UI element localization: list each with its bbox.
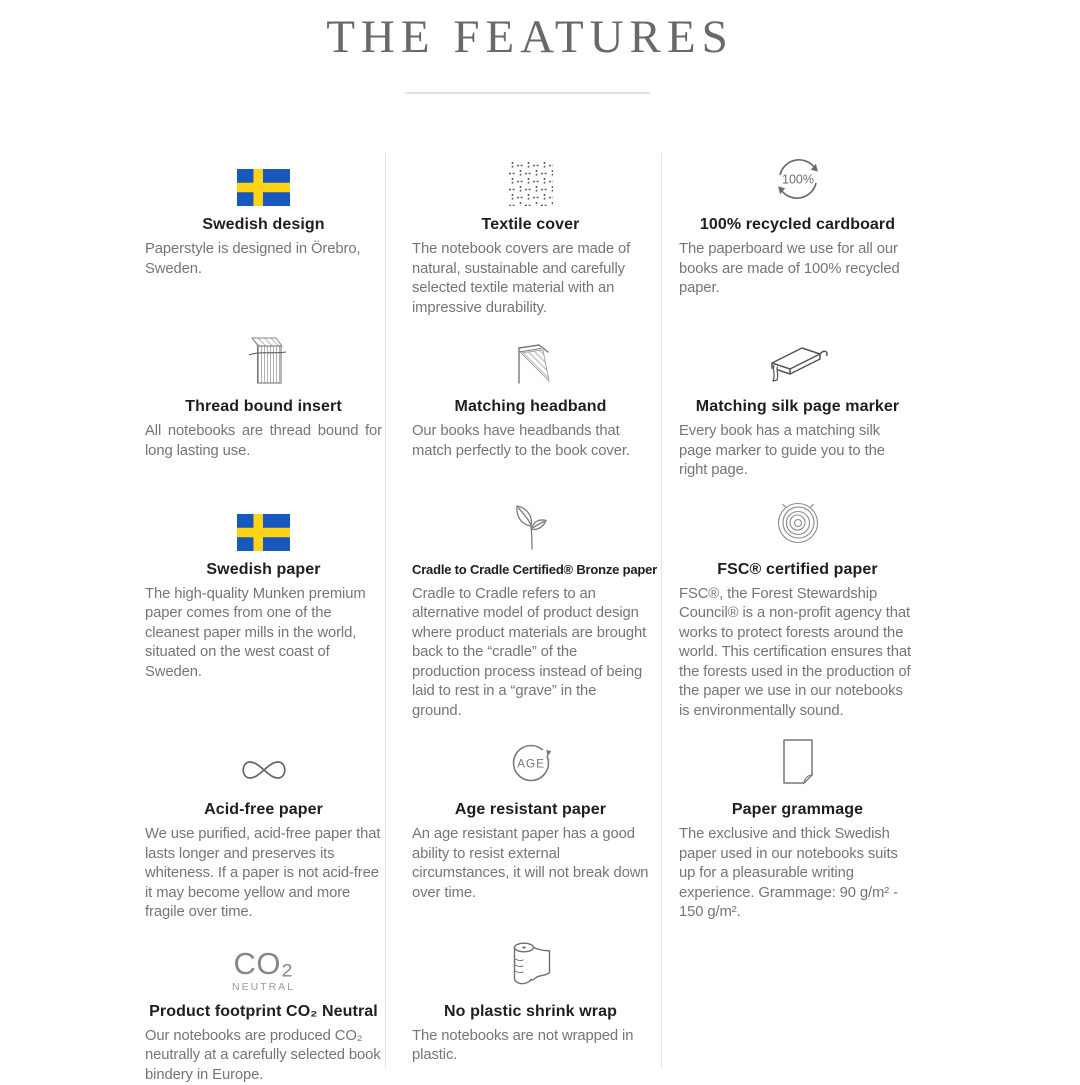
feature-description: The exclusive and thick Swedish paper used in our notebooks suits up for a pleasurable writing experience. Grammage: 90 g/m² - 150 g/m². [679,825,916,923]
feature-card [664,332,931,481]
paper-sheet-icon [679,735,916,791]
co2-label: CO₂ [232,949,295,979]
feature-card [130,150,397,318]
feature-description: All notebooks are thread bound for long lasting use. [145,422,382,461]
feature-title: 100% recycled cardboard [679,215,916,235]
feature-description: The notebook covers are made of natural, sustainable and carefully selected textile material with an impressive durability. [412,240,649,318]
feature-title: Swedish paper [145,560,382,580]
title-divider [405,92,650,94]
feature-description: An age resistant paper has a good ability to resist external circumstances, it will not break down over time. [412,825,649,903]
feature-description: The high-quality Munken premium paper comes from one of the cleanest paper mills in the world, situated on the west coast of Sweden. [145,585,382,683]
feature-title: Swedish design [145,215,382,235]
feature-title: Paper grammage [679,800,916,820]
feature-title: Cradle to Cradle Certified® Bronze paper [412,560,649,580]
thread-bound-icon [145,332,382,388]
headband-icon [412,332,649,388]
feature-description: The notebooks are not wrapped in plastic. [412,1027,649,1066]
feature-card [664,150,931,318]
textile-weave-icon [412,150,649,206]
feature-description: Paperstyle is designed in Örebro, Sweden. [145,240,382,279]
feature-description: Every book has a matching silk page marker to guide you to the right page. [679,422,916,481]
recycled-percent-label: 100% [782,173,814,187]
feature-title: Matching silk page marker [679,397,916,417]
feature-title: No plastic shrink wrap [412,1002,649,1022]
feature-card [397,735,664,923]
recycled-100-icon [679,150,916,206]
feature-description: We use purified, acid-free paper that lasts longer and preserves its whiteness. If a paper is not acid-free it may become yellow and more fragile over time. [145,825,382,923]
feature-card [397,332,664,481]
feature-card [397,937,664,1085]
feature-title: Age resistant paper [412,800,649,820]
feature-description: FSC®, the Forest Stewardship Council® is a non-profit agency that works to protect forests around the world. This certification ensures that the forests used in the production of the paper we use in our notebooks is environmentally sound. [679,585,916,722]
sprout-icon [412,495,649,551]
feature-card [664,735,931,923]
plastic-roll-icon [412,937,649,993]
co2-neutral-icon [145,937,382,993]
neutral-label: NEUTRAL [232,981,295,993]
feature-description: Cradle to Cradle refers to an alternative model of product design where product materials are brought back to the “cradle” of the production process instead of being laid to rest in a “grave” in the ground. [412,585,649,722]
feature-title: Thread bound insert [145,397,382,417]
feature-description: Our notebooks are produced CO₂ neutrally at a carefully selected book bindery in Europe. [145,1027,382,1085]
feature-title: Matching headband [412,397,649,417]
feature-title: Acid-free paper [145,800,382,820]
feature-title: Textile cover [412,215,649,235]
feature-card [130,495,397,722]
feature-description: The paperboard we use for all our books are made of 100% recycled paper. [679,240,916,299]
feature-title: FSC® certified paper [679,560,916,580]
tree-rings-icon [679,495,916,551]
swedish-flag-icon [145,150,382,206]
feature-card [664,495,931,722]
features-grid [130,150,931,1085]
page-title: THE FEATURES [0,10,1060,64]
silk-page-marker-icon [679,332,916,388]
infinity-icon [145,735,382,791]
feature-card [397,150,664,318]
swedish-flag-icon [145,495,382,551]
feature-description: Our books have headbands that match perfectly to the book cover. [412,422,649,461]
feature-card [130,937,397,1085]
age-label: AGE [517,757,545,771]
feature-card [130,332,397,481]
feature-card [397,495,664,722]
age-circle-icon [412,735,649,791]
feature-card [130,735,397,923]
feature-title: Product footprint CO₂ Neutral [145,1002,382,1022]
